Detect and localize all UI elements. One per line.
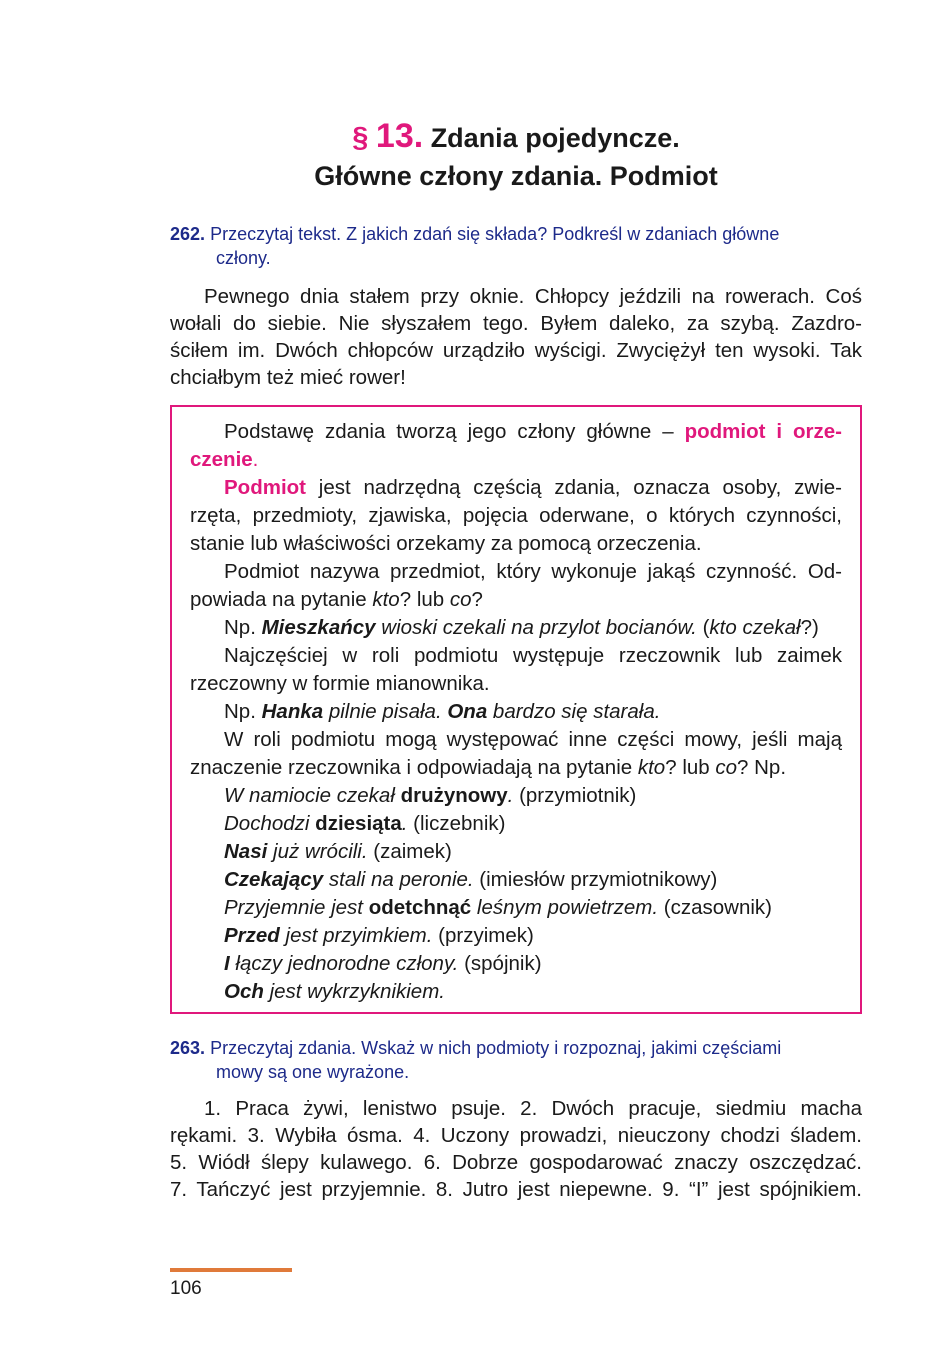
page-number: 106 <box>170 1278 202 1299</box>
section-number: 13. <box>375 117 424 155</box>
rule-line: Podmiot jest nadrzędną częścią zdania, oznacza osoby, zwie- <box>224 476 842 499</box>
example-line: Przed jest przyimkiem. (przyimek) <box>224 924 534 947</box>
section-symbol: § <box>352 122 369 154</box>
text-line: 1. Praca żywi, lenistwo psuje. 2. Dwóch pracuje, siedmiu macha <box>204 1097 862 1120</box>
rule-line: Podmiot nazywa przedmiot, który wykonuje jakąś czynność. Od- <box>224 560 842 583</box>
rule-line: znaczenie rzeczownika i odpowiadają na pytanie kto? lub co? Np. <box>190 756 787 779</box>
task-number: 262. <box>170 224 206 244</box>
text-line: Pewnego dnia stałem przy oknie. Chłopcy jeździli na rowerach. Coś <box>204 285 862 308</box>
task-263-instruction <box>170 1036 862 1084</box>
example-line: Np. Mieszkańcy wioski czekali na przylot bocianów. (kto czekał?) <box>224 616 819 639</box>
exercise-263-text <box>170 1095 862 1203</box>
rule-line: W roli podmiotu mogą występować inne części mowy, jeśli mają <box>224 728 842 751</box>
example-line: I łączy jednorodne człony. (spójnik) <box>224 952 542 975</box>
rule-line: Podstawę zdania tworzą jego człony główne – podmiot i orze- <box>224 420 842 443</box>
example-line: Och jest wykrzyknikiem. <box>224 980 445 1003</box>
term-podmiot: Podmiot <box>224 476 306 499</box>
heading-title-2: Główne człony zdania. Podmiot <box>314 161 718 191</box>
text-line: wołali do siebie. Nie słyszałem tego. Byłem daleko, za szybą. Zazdro- <box>170 312 862 335</box>
text-line: chciałbym też mieć rower! <box>170 366 406 389</box>
rule-line: rzeczowny w formie mianownika. <box>190 672 490 695</box>
task-text: człony. <box>216 248 271 268</box>
rule-text <box>190 418 842 1006</box>
text-line: ściłem im. Dwóch chłopców urządziło wyścigi. Zwyciężył ten wysoki. Tak <box>170 339 862 362</box>
section-heading <box>170 118 862 194</box>
rule-line: stanie lub właściwości orzekamy za pomocą orzeczenia. <box>190 532 702 555</box>
example-line: Czekający stali na peronie. (imiesłów przymiotnikowy) <box>224 868 718 891</box>
example-line: Np. Hanka pilnie pisała. Ona bardzo się starała. <box>224 700 661 723</box>
heading-title-1: Zdania pojedyncze. <box>430 123 680 153</box>
exercise-262-text <box>170 283 862 391</box>
task-262-instruction <box>170 222 862 270</box>
rule-line: czenie. <box>190 448 259 471</box>
text-line: rękami. 3. Wybiła ósma. 4. Uczony prowadzi, nieuczony chodzi śladem. <box>170 1124 862 1147</box>
example-line: W namiocie czekał drużynowy. (przymiotnik) <box>224 784 637 807</box>
footer-divider <box>170 1268 292 1272</box>
example-line: Nasi już wrócili. (zaimek) <box>224 840 452 863</box>
task-number: 263. <box>170 1038 206 1058</box>
text-line: 5. Wiódł ślepy kulawego. 6. Dobrze gospodarować znaczy oszczędzać. <box>170 1151 862 1174</box>
example-line: Dochodzi dziesiąta. (liczebnik) <box>224 812 506 835</box>
text-line: 7. Tańczyć jest przyjemnie. 8. Jutro jest niepewne. 9. “I” jest spójnikiem. <box>170 1178 862 1201</box>
rule-line: powiada na pytanie kto? lub co? <box>190 588 483 611</box>
rule-line: Najczęściej w roli podmiotu występuje rzeczownik lub zaimek <box>224 644 842 667</box>
example-line: Przyjemnie jest odetchnąć leśnym powietrzem. (czasownik) <box>224 896 772 919</box>
rule-line: rzęta, przedmioty, zjawiska, pojęcia oderwane, o których czynności, <box>190 504 842 527</box>
task-text: Przeczytaj tekst. Z jakich zdań się składa? Podkreśl w zdaniach główne <box>210 224 780 244</box>
task-text: mowy są one wyrażone. <box>216 1062 410 1082</box>
task-text: Przeczytaj zdania. Wskaż w nich podmioty i rozpoznaj, jakimi częściami <box>210 1038 782 1058</box>
heading-line-1 <box>170 118 862 156</box>
